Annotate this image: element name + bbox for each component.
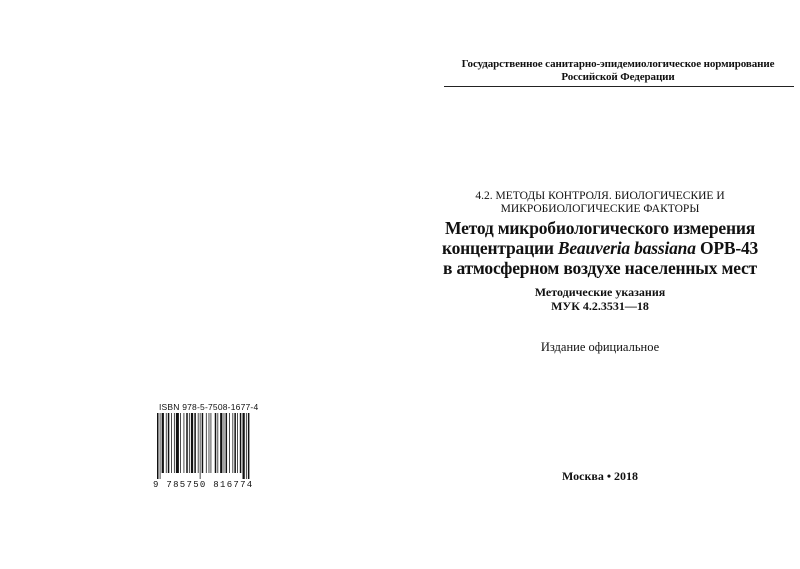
- title-line-2-suffix: ОРВ-43: [695, 238, 759, 258]
- title-species-name: Beauveria bassiana: [557, 238, 696, 258]
- publication-place-year: Москва • 2018: [561, 469, 639, 483]
- header-line-1: Государственное санитарно-эпидемиологическое нормирование: [461, 58, 775, 70]
- isbn-barcode: [153, 413, 255, 493]
- barcode-digits: 9 785750 816774: [153, 480, 254, 490]
- header: [444, 58, 792, 84]
- title-line-2: [430, 238, 770, 258]
- right-page: [400, 0, 800, 569]
- barcode-icon: [157, 413, 253, 479]
- document-title: [430, 218, 770, 278]
- edition-note: Издание официальное: [540, 340, 660, 354]
- subtitle-line-1: Методические указания: [534, 285, 666, 299]
- title-line-1: Метод микробиологического измерения: [445, 218, 755, 238]
- title-line-3: в атмосферном воздухе населенных мест: [443, 258, 757, 278]
- subtitle-line-2: МУК 4.2.3531—18: [551, 299, 649, 313]
- section-line-1: 4.2. МЕТОДЫ КОНТРОЛЯ. БИОЛОГИЧЕСКИЕ И: [475, 190, 725, 202]
- section-heading: [440, 190, 760, 216]
- header-divider: [444, 86, 794, 87]
- document-subtitle: [440, 285, 760, 313]
- isbn-label: ISBN 978-5-7508-1677-4: [159, 402, 259, 412]
- section-line-2: МИКРОБИОЛОГИЧЕСКИЕ ФАКТОРЫ: [500, 203, 700, 215]
- title-line-2-prefix: концентрации: [441, 238, 558, 258]
- header-line-2: Российской Федерации: [561, 71, 675, 83]
